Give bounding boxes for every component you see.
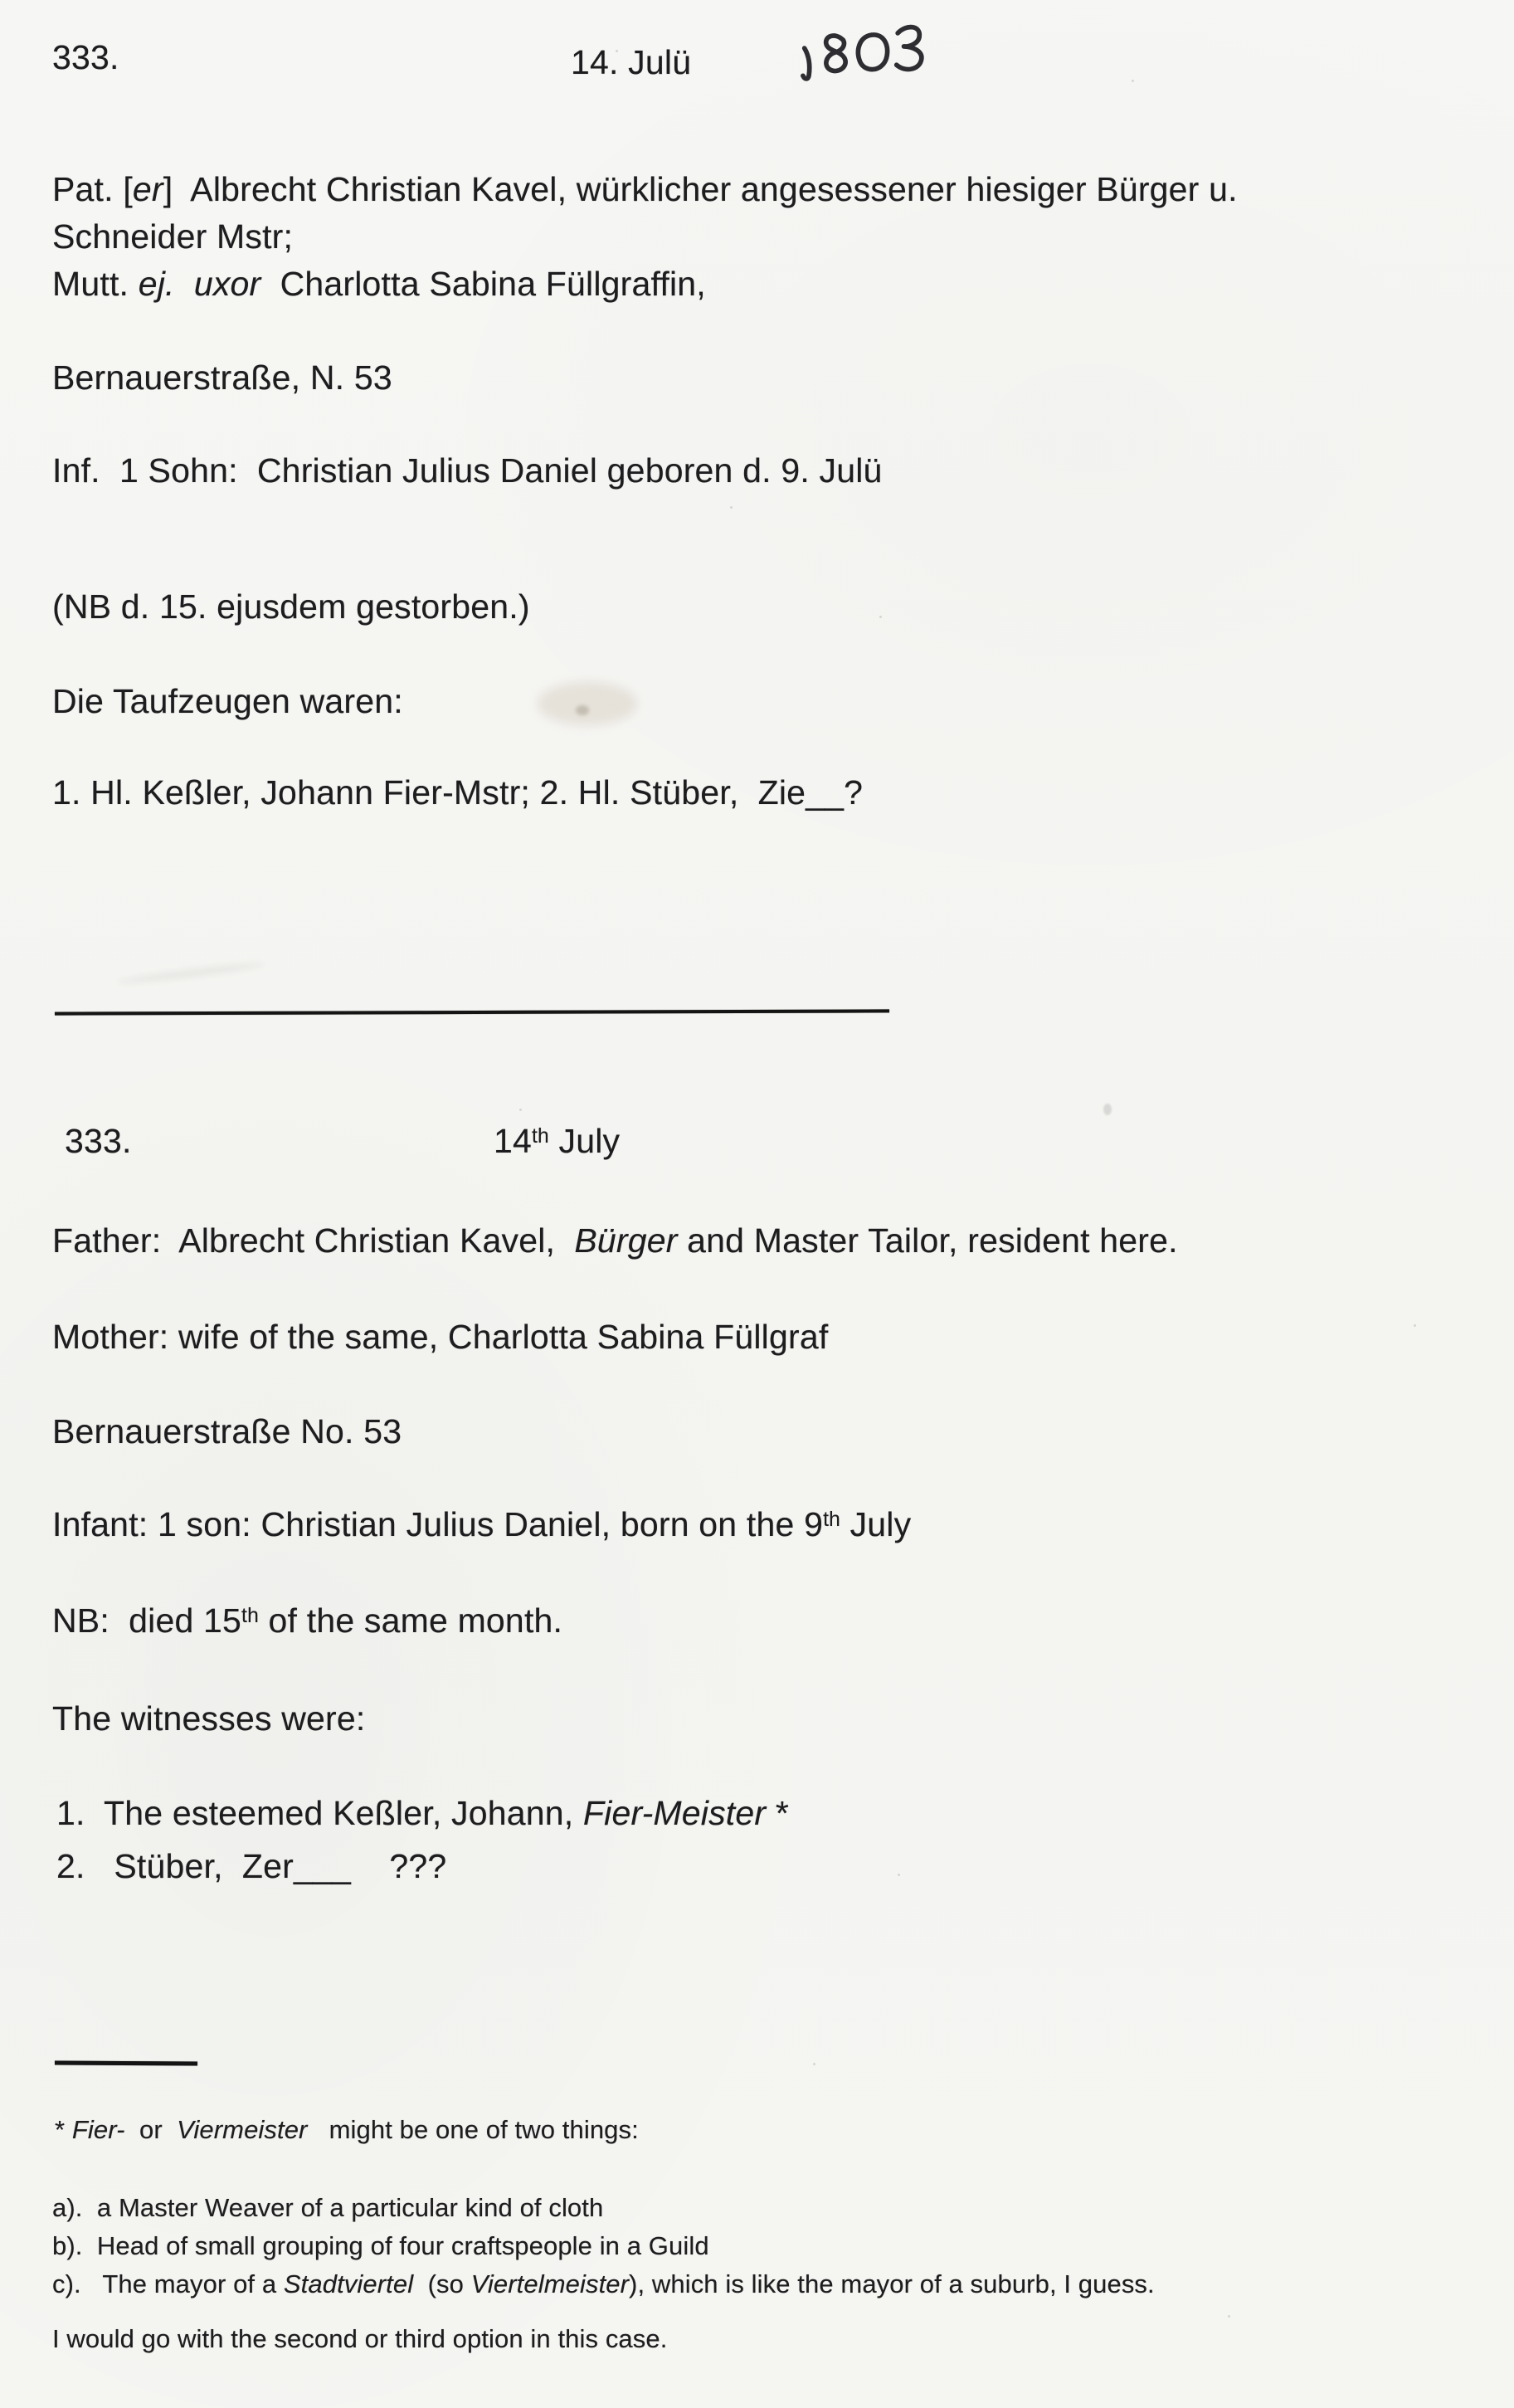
- record-number-en: 333.: [65, 1122, 132, 1160]
- scan-speck: [1132, 80, 1134, 82]
- record-date-en: 14th July: [494, 1122, 621, 1160]
- record-date-de: 14. Julü: [571, 43, 692, 81]
- section-divider: [55, 1009, 889, 1015]
- scan-speck: [1414, 1324, 1416, 1327]
- scan-speck: [879, 616, 882, 618]
- record-number-de: 333.: [52, 38, 119, 76]
- footnote-option-a: a). a Master Weaver of a particular kind of cloth: [52, 2193, 604, 2222]
- footnote-conclusion: I would go with the second or third option in this case.: [52, 2324, 668, 2353]
- footnote-intro: * Fier- or Viermeister might be one of two things:: [55, 2115, 639, 2144]
- nb-note-en: NB: died 15th of the same month.: [52, 1601, 563, 1640]
- scan-speck: [1228, 2315, 1230, 2318]
- father-entry-en: Father: Albrecht Christian Kavel, Bürger and Master Tailor, resident here.: [52, 1221, 1178, 1260]
- father-entry-de-line2: Schneider Mstr;: [52, 217, 294, 256]
- scan-smudge: [538, 682, 637, 725]
- handwritten-year: [790, 17, 952, 96]
- scan-smudge-dot: [576, 705, 589, 715]
- scan-speck: [730, 506, 733, 509]
- scan-speck: [519, 1109, 522, 1111]
- scan-speck: [898, 1874, 900, 1876]
- witness-2-en: 2. Stüber, Zer___ ???: [56, 1847, 447, 1885]
- scan-speck: [813, 2063, 815, 2065]
- address-en: Bernauerstraße No. 53: [52, 1412, 402, 1450]
- witnesses-de: 1. Hl. Keßler, Johann Fier-Mstr; 2. Hl. Stüber, Zie__?: [52, 773, 864, 812]
- witnesses-heading-en: The witnesses were:: [52, 1699, 366, 1738]
- footnote-option-b: b). Head of small grouping of four craftspeople in a Guild: [52, 2231, 709, 2260]
- infant-entry-en: Infant: 1 son: Christian Julius Daniel, born on the 9th July: [52, 1505, 912, 1543]
- mother-entry-de: Mutt. ej. uxor Charlotta Sabina Füllgraffin,: [52, 265, 706, 303]
- witnesses-heading-de: Die Taufzeugen waren:: [52, 682, 403, 720]
- scan-scratch: [116, 960, 265, 987]
- mother-entry-en: Mother: wife of the same, Charlotta Sabina Füllgraf: [52, 1318, 829, 1356]
- father-entry-de: Pat. [er] Albrecht Christian Kavel, würklicher angesessener hiesiger Bürger u.: [52, 170, 1238, 208]
- address-de: Bernauerstraße, N. 53: [52, 358, 392, 397]
- footnote-divider: [55, 2061, 197, 2066]
- footnote-option-c: c). The mayor of a Stadtviertel (so Viertelmeister), which is like the mayor of a suburb, I guess.: [52, 2269, 1155, 2298]
- nb-note-de: (NB d. 15. ejusdem gestorben.): [52, 587, 530, 626]
- scan-speck-large: [1103, 1104, 1112, 1115]
- handwritten-year-drawing: [790, 17, 952, 96]
- witness-1-en: 1. The esteemed Keßler, Johann, Fier-Meister *: [56, 1794, 789, 1832]
- infant-entry-de: Inf. 1 Sohn: Christian Julius Daniel geboren d. 9. Julü: [52, 451, 883, 490]
